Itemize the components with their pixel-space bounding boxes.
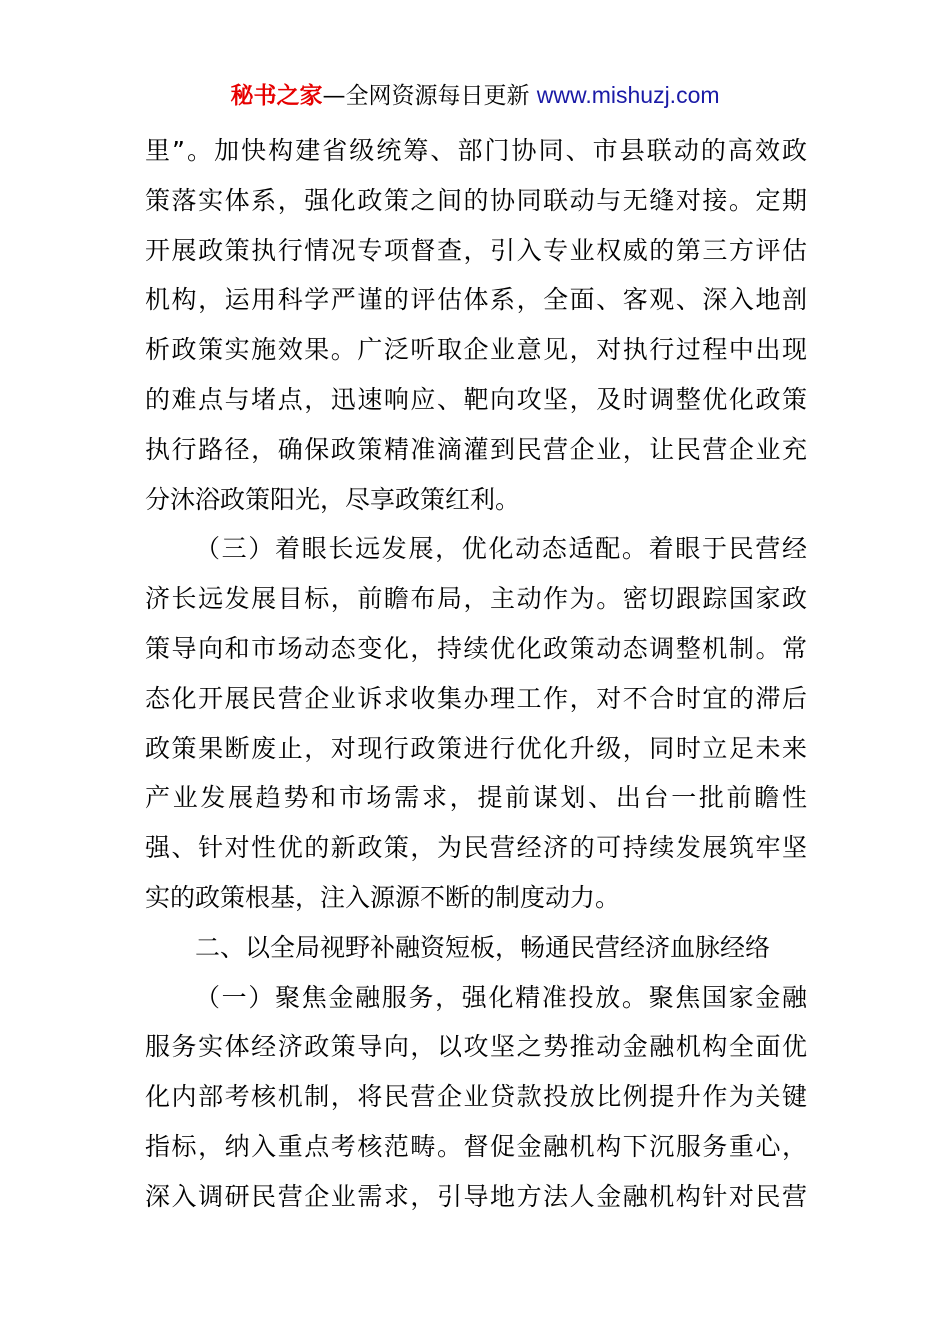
text-line: 执行路径，确保政策精准滴灌到民营企业，让民营企业充 <box>145 434 807 464</box>
text-line: 里”。加快构建省级统筹、部门协同、市县联动的高效政 <box>145 136 807 165</box>
text-line: 策落实体系，强化政策之间的协同联动与无缝对接。定期 <box>145 185 807 215</box>
text-line: 析政策实施效果。广泛听取企业意见，对执行过程中出现 <box>145 335 807 365</box>
site-header <box>0 78 950 113</box>
site-brand: 秘书之家 <box>230 83 323 109</box>
text-line: 指标，纳入重点考核范畴。督促金融机构下沉服务重心， <box>145 1131 807 1161</box>
site-url-link[interactable]: www.mishuzj.com <box>536 82 720 108</box>
text-line: 产业发展趋势和市场需求，提前谋划、出台一批前瞻性 <box>145 783 807 813</box>
section-heading-1: （一）聚焦金融服务，强化精准投放。聚焦国家金融 <box>195 982 807 1012</box>
text-line: 的难点与堵点，迅速响应、靶向攻坚，及时调整优化政策 <box>145 384 807 414</box>
text-line: 深入调研民营企业需求，引导地方法人金融机构针对民营 <box>145 1181 807 1211</box>
text-line: 机构，运用科学严谨的评估体系，全面、客观、深入地剖 <box>145 285 807 315</box>
text-line: 济长远发展目标，前瞻布局，主动作为。密切跟踪国家政 <box>145 584 807 614</box>
section-heading-3: （三）着眼长远发展，优化动态适配。着眼于民营经 <box>195 534 807 564</box>
text-line: 开展政策执行情况专项督查，引入专业权威的第三方评估 <box>145 235 807 265</box>
text-line: 政策果断废止，对现行政策进行优化升级，同时立足未来 <box>145 733 807 763</box>
text-line: 分沐浴政策阳光，尽享政策红利。 <box>145 484 521 514</box>
site-tagline: —全网资源每日更新 <box>322 83 537 109</box>
text-line: 服务实体经济政策导向，以攻坚之势推动金融机构全面优 <box>145 1032 807 1062</box>
text-line: 化内部考核机制，将民营企业贷款投放比例提升作为关键 <box>145 1082 807 1112</box>
text-line: 策导向和市场动态变化，持续优化政策动态调整机制。常 <box>145 633 807 663</box>
text-line: 强、针对性优的新政策，为民营经济的可持续发展筑牢坚 <box>145 833 807 863</box>
document-body <box>145 126 807 1222</box>
section-heading-2: 二、以全局视野补融资短板，畅通民营经济血脉经络 <box>195 932 771 962</box>
text-line: 态化开展民营企业诉求收集办理工作，对不合时宜的滞后 <box>145 683 807 713</box>
text-line: 实的政策根基，注入源源不断的制度动力。 <box>145 882 621 912</box>
